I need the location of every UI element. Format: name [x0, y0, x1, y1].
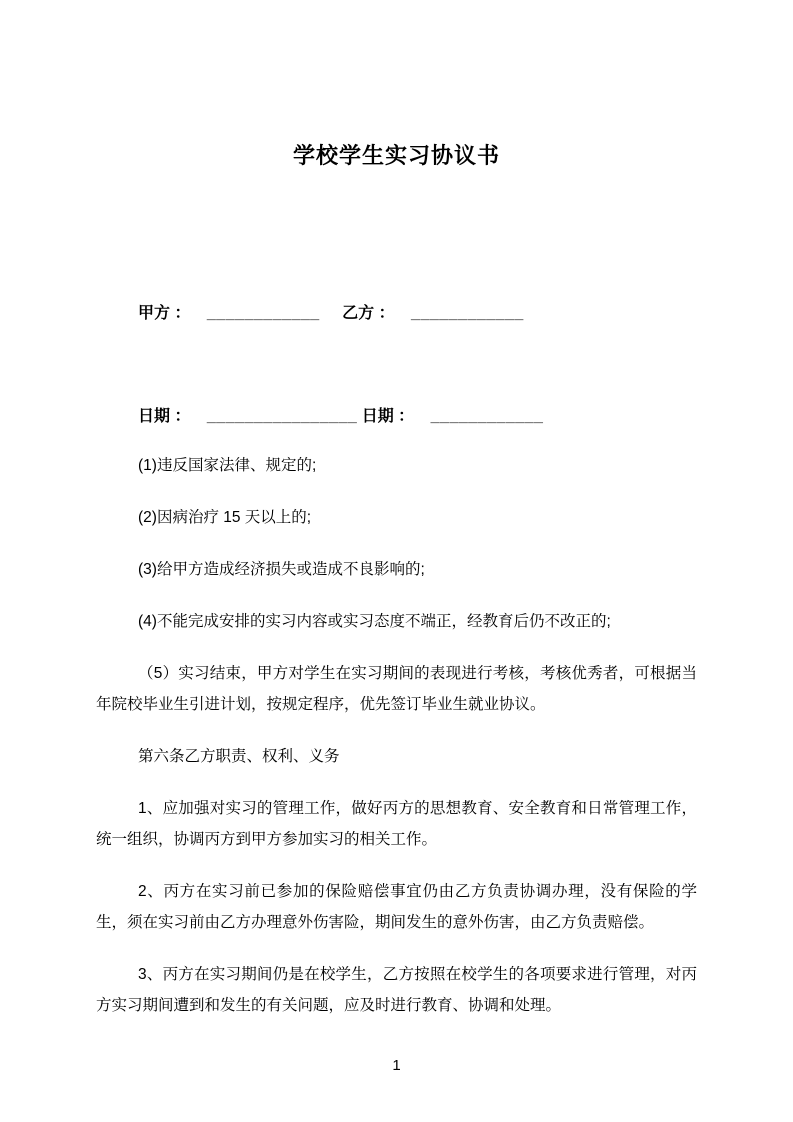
page-number: 1: [392, 1057, 401, 1074]
section-heading: 第六条乙方职责、权利、义务: [138, 748, 340, 765]
paragraph-3: 3、丙方在实习期间仍是在校学生，乙方按照在校学生的各项要求进行管理，对丙方实习期间遭到和发生的有关问题，应及时进行教育、协调和处理。: [96, 966, 697, 1014]
clause-2: (2)因病治疗 15 天以上的;: [138, 509, 312, 526]
date-line: [96, 401, 697, 432]
party-line: [96, 298, 697, 329]
paragraph-1: 1、应加强对实习的管理工作，做好丙方的思想教育、安全教育和日常管理工作，统一组织，协调丙方到甲方参加实习的相关工作。: [96, 800, 697, 848]
document-title: 学校学生实习协议书: [292, 143, 500, 168]
party-a-blank: ____________: [206, 305, 320, 322]
date-1-label: 日期 ：: [138, 408, 191, 425]
clause-1: (1)违反国家法律、规定的;: [138, 457, 317, 474]
clause-5: （5）实习结束，甲方对学生在实习期间的表现进行考核，考核优秀者，可根据当年院校毕业生引进计划，按规定程序，优先签订毕业生就业协议。: [96, 665, 697, 713]
party-b-blank: ____________: [411, 305, 524, 322]
paragraph-2: 2、丙方在实习前已参加的保险赔偿事宜仍由乙方负责协调办理，没有保险的学生，须在实习前由乙方办理意外伤害险，期间发生的意外伤害，由乙方负责赔偿。: [96, 883, 697, 931]
party-b-label: 乙方 ：: [342, 305, 395, 322]
date-2-blank: ____________: [430, 408, 544, 425]
party-a-label: 甲方 ：: [138, 305, 191, 322]
date-2-label: 日期 ：: [361, 408, 415, 425]
clause-3: (3)给甲方造成经济损失或造成不良影响的;: [138, 561, 425, 578]
date-1-blank: ________________: [206, 408, 358, 425]
clause-4: (4)不能完成安排的实习内容或实习态度不端正，经教育后仍不改正的;: [138, 613, 611, 630]
